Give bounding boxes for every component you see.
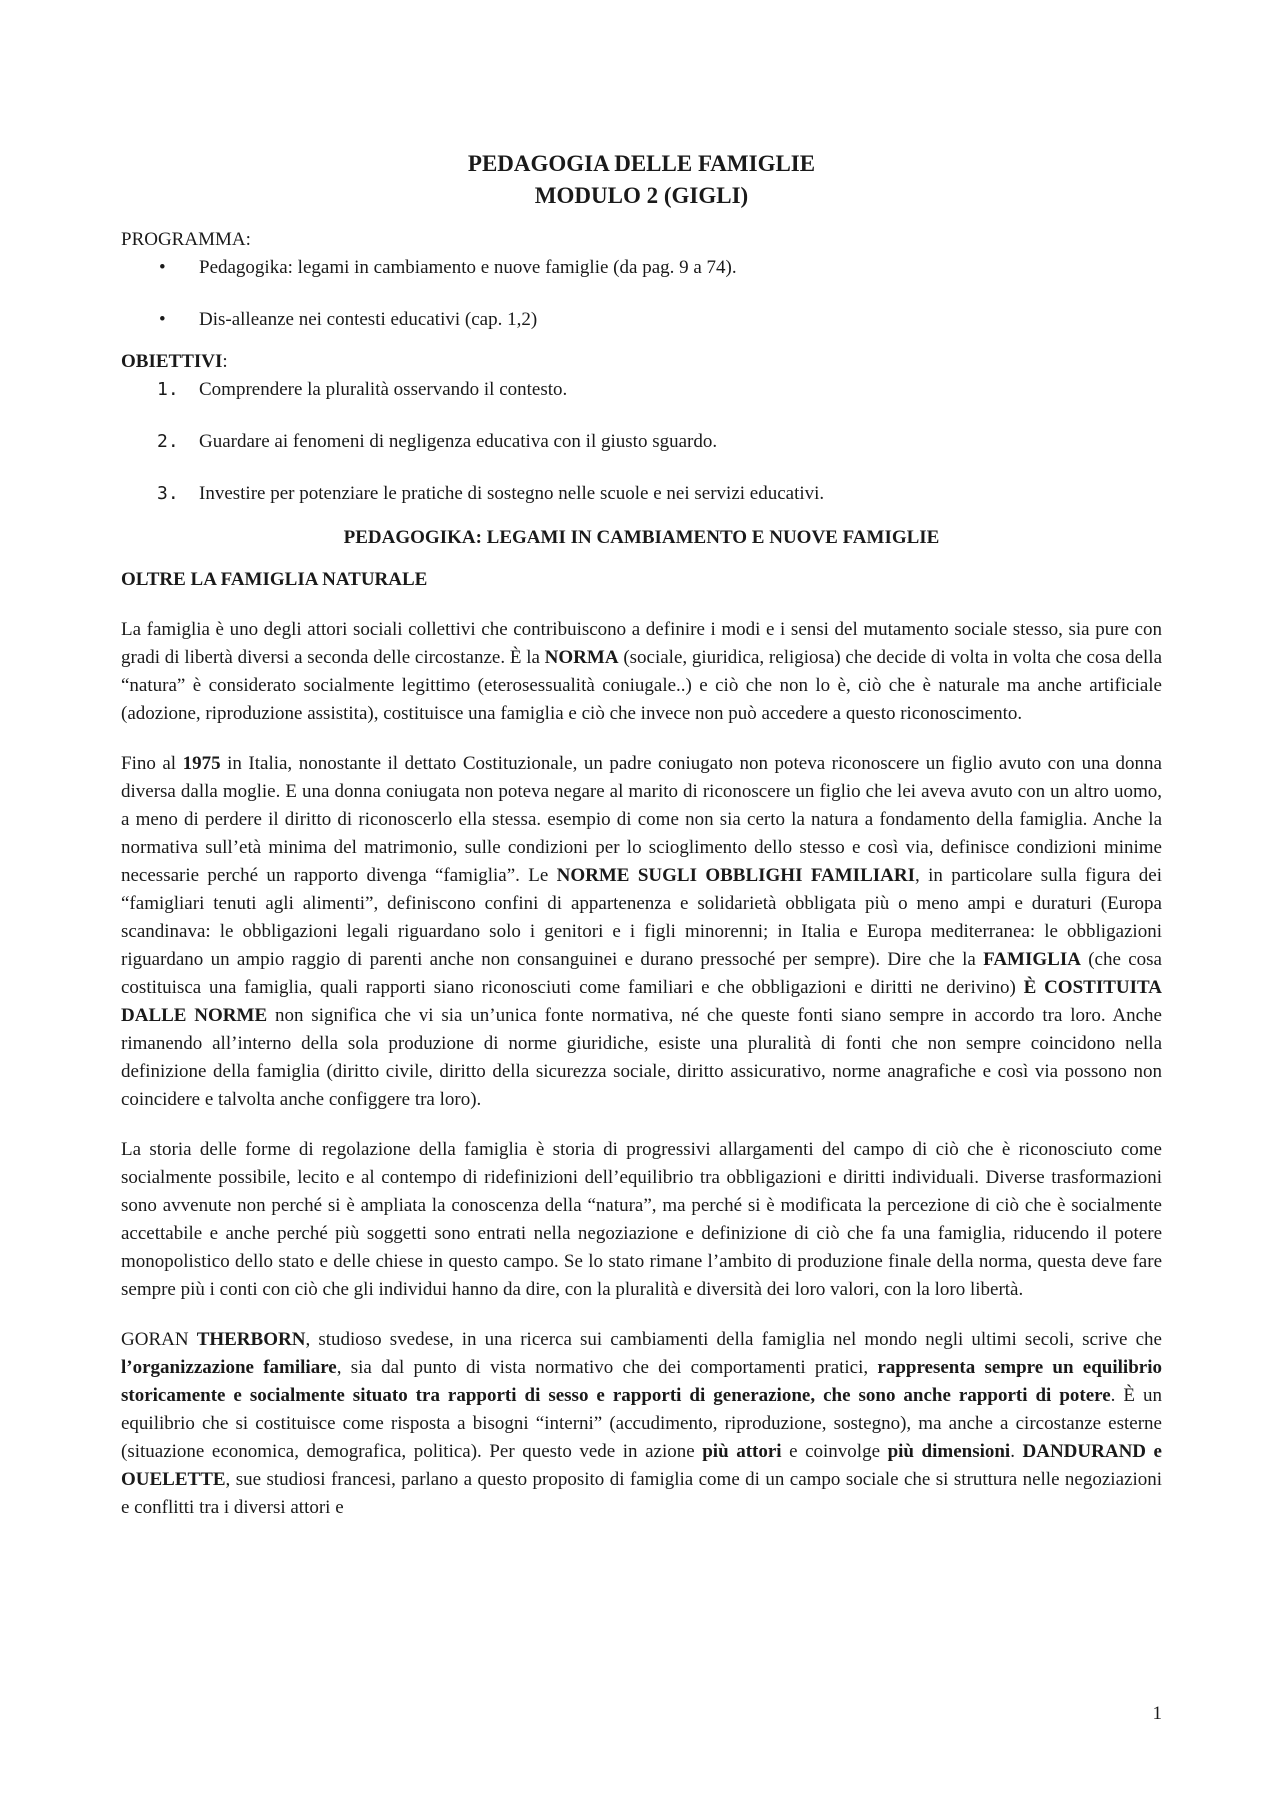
document-title-line1: PEDAGOGIA DELLE FAMIGLIE xyxy=(467,151,816,176)
programma-item-text: Dis-alleanze nei contesti educativi (cap. 1,2) xyxy=(199,309,538,330)
list-number: 2. xyxy=(157,431,179,452)
emphasis-text: THERBORN xyxy=(196,1329,306,1350)
body-paragraph xyxy=(121,1326,1162,1522)
section-heading: OLTRE LA FAMIGLIA NATURALE xyxy=(121,569,428,590)
obiettivi-item-text: Comprendere la pluralità osservando il contesto. xyxy=(199,379,568,400)
obiettivi-item xyxy=(121,428,1162,456)
obiettivi-list xyxy=(121,376,1162,508)
emphasis-text: più attori xyxy=(702,1441,782,1462)
body-paragraph xyxy=(121,616,1162,728)
programma-item xyxy=(121,306,1162,334)
programma-item xyxy=(121,254,1162,282)
chapter-title: PEDAGOGIKA: LEGAMI IN CAMBIAMENTO E NUOVE FAMIGLIE xyxy=(343,527,940,548)
obiettivi-label-text: OBIETTIVI xyxy=(121,351,223,372)
paragraph-text: La famiglia è uno degli attori sociali collettivi che contribuiscono a definire i modi e i sensi del mutamento sociale stesso, sia pure con gradi di libertà diversi a seconda delle circostanze. È la xyxy=(121,619,1162,668)
obiettivi-item-text: Investire per potenziare le pratiche di sostegno nelle scuole e nei servizi educativi. xyxy=(199,483,825,504)
paragraph-text: . È un equilibrio che si costituisce come risposta a bisogni “interni” (accudimento, riproduzione, sostegno), ma anche a circostanze esterne (situazione economica, demografica, politica). Per questo vede in azione xyxy=(121,1385,1162,1462)
document-title-line2: MODULO 2 (GIGLI) xyxy=(534,183,749,208)
emphasis-text: È COSTITUITA DALLE NORME xyxy=(121,977,1162,1026)
obiettivi-item-text: Guardare ai fenomeni di negligenza educativa con il giusto sguardo. xyxy=(199,431,718,452)
obiettivi-item xyxy=(121,480,1162,508)
emphasis-text: più dimensioni xyxy=(887,1441,1011,1462)
obiettivi-label-colon: : xyxy=(222,351,228,372)
paragraph-text: Fino al xyxy=(121,753,183,774)
obiettivi-label xyxy=(121,348,1162,376)
paragraph-text: . xyxy=(1010,1441,1023,1462)
paragraph-text: , sia dal punto di vista normativo che dei comportamenti pratici, xyxy=(336,1357,878,1378)
paragraph-text: (sociale, giuridica, religiosa) che decide di volta in volta che cosa della “natura” è considerato socialmente legittimo (eterosessualità coniugale..) e ciò che non lo è, ciò che è naturale ma anche artificiale (adozione, riproduzione assistita), costituisce una famiglia e ciò che invece non può accedere a questo riconoscimento. xyxy=(121,647,1162,724)
paragraph-text: (che cosa costituisca una famiglia, quali rapporti siano riconosciuti come familiari e che obbligazioni e diritti ne derivino) xyxy=(121,949,1162,998)
paragraph-text: La storia delle forme di regolazione della famiglia è storia di progressivi allargamenti del campo di ciò che è riconosciuto come socialmente possibile, lecito e al contempo di ridefinizioni dell’equilibrio tra obbligazioni e diritti individuali. Diverse trasformazioni sono avvenute non perché si è ampliata la conoscenza della “natura”, ma perché si è modificata la percezione di ciò che è socialmente accettabile e anche perché più soggetti sono entrati nella negoziazione e definizione di ciò che fa una famiglia, riducendo il potere monopolistico dello stato e delle chiese in questo campo. Se lo stato rimane l’ambito di produzione finale della norma, questa deve fare sempre più i conti con ciò che gli individui hanno da dire, con la pluralità e diversità dei loro valori, con la loro libertà. xyxy=(121,1139,1162,1300)
list-number: 3. xyxy=(157,483,179,504)
page-number: 1 xyxy=(1152,1703,1162,1724)
emphasis-text: NORMA xyxy=(544,647,619,668)
bullet-icon: • xyxy=(159,257,166,278)
obiettivi-item xyxy=(121,376,1162,404)
paragraph-text: , in particolare sulla figura dei “famigliari tenuti agli alimenti”, definiscono confini di appartenenza e solidarietà obbligata più o meno ampi e duraturi (Europa scandinava: le obbligazioni legali riguardano solo i genitori e i figli minorenni; in Italia e Europa mediterranea: le obbligazioni riguardano un ampio raggio di parenti anche non consanguinei e durano pressoché per sempre). Dire che la xyxy=(121,865,1162,970)
page-content xyxy=(121,148,1162,1544)
paragraph-text: non significa che vi sia un’unica fonte normativa, né che queste fonti siano sempre in accordo tra loro. Anche rimanendo all’interno della sola produzione di norme giuridiche, esiste una pluralità di fonti che non sempre coincidono nella definizione della famiglia (diritto civile, diritto della sicurezza sociale, diritto assicurativo, norme anagrafiche e così via possono non coincidere e talvolta anche configgere tra loro). xyxy=(121,1005,1162,1110)
paragraph-text: e coinvolge xyxy=(781,1441,888,1462)
body-paragraph xyxy=(121,750,1162,1114)
paragraph-text: GORAN xyxy=(121,1329,197,1350)
paragraph-text: in Italia, nonostante il dettato Costituzionale, un padre coniugato non poteva riconoscere un figlio avuto con una donna diversa dalla moglie. E una donna coniugata non poteva negare al marito di riconoscere un figlio che lei aveva avuto con un altro uomo, a meno di perdere il diritto di riconoscerlo ella stessa. esempio di come non sia certo la natura a fondamento della famiglia. Anche la normativa sull’età minima del matrimonio, sulle condizioni per lo scioglimento dello stesso e così via, definisce condizioni minime necessarie perché un rapporto divenga “famiglia”. Le xyxy=(121,753,1162,886)
emphasis-text: FAMIGLIA xyxy=(983,949,1081,970)
body-paragraph xyxy=(121,1136,1162,1304)
emphasis-text: rappresenta sempre un equilibrio storicamente e socialmente situato tra rapporti di sesso e rapporti di generazione, che sono anche rapporti di potere xyxy=(121,1357,1162,1406)
emphasis-text: l’organizzazione familiare xyxy=(121,1357,337,1378)
programma-list xyxy=(121,254,1162,334)
emphasis-text: NORME SUGLI OBBLIGHI FAMILIARI xyxy=(556,865,915,886)
bullet-icon: • xyxy=(159,309,166,330)
programma-label: PROGRAMMA: xyxy=(121,229,251,250)
list-number: 1. xyxy=(157,379,179,400)
paragraph-text: , sue studiosi francesi, parlano a questo proposito di famiglia come di un campo sociale che si struttura nelle negoziazioni e conflitti tra i diversi attori e xyxy=(121,1469,1162,1518)
paragraph-text: , studioso svedese, in una ricerca sui cambiamenti della famiglia nel mondo negli ultimi secoli, scrive che xyxy=(305,1329,1162,1350)
emphasis-text: DANDURAND e OUELETTE xyxy=(121,1441,1162,1490)
programma-item-text: Pedagogika: legami in cambiamento e nuove famiglie (da pag. 9 a 74). xyxy=(199,257,737,278)
emphasis-text: 1975 xyxy=(182,753,221,774)
